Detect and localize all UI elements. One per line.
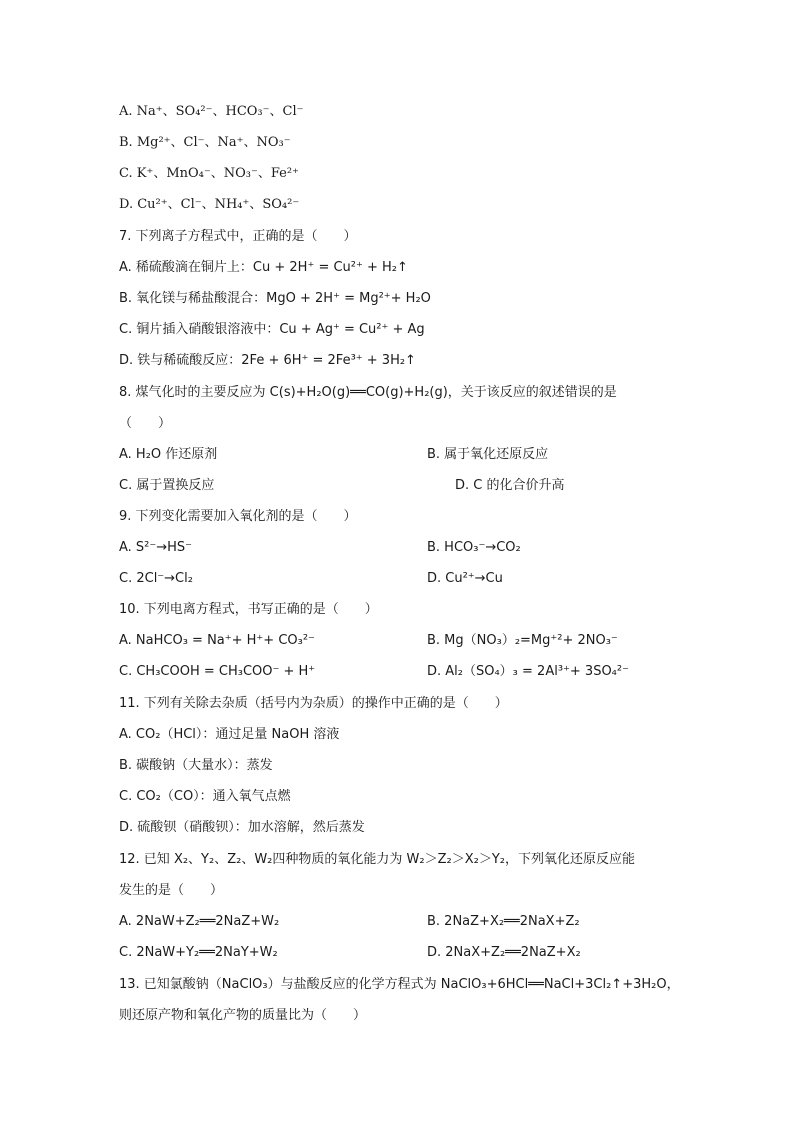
q11-stem: 11. 下列有关除去杂质（括号内为杂质）的操作中正确的是（ ） xyxy=(119,696,508,711)
q13-stem-cont: 则还原产物和氧化产物的质量比为（ ） xyxy=(119,1008,367,1023)
q12-stem: 12. 已知 X₂、Y₂、Z₂、W₂四种物质的氧化能力为 W₂＞Z₂＞X₂＞Y₂，下列氧化还原反应能 xyxy=(119,852,635,867)
q9-stem: 9. 下列变化需要加入氧化剂的是（ ） xyxy=(119,509,357,524)
q11-option-b: B. 碳酸钠（大量水）：蒸发 xyxy=(119,758,273,773)
q6-option-c: C. K⁺、MnO₄⁻、NO₃⁻、Fe²⁺ xyxy=(119,166,299,181)
q9-option-a: A. S²⁻→HS⁻ xyxy=(119,540,193,555)
q8-option-c: C. 属于置换反应 xyxy=(119,478,215,493)
q12-option-a: A. 2NaW+Z₂══2NaZ+W₂ xyxy=(119,914,280,929)
q12-option-b: B. 2NaZ+X₂══2NaX+Z₂ xyxy=(427,914,580,929)
q7-option-a: A. 稀硫酸滴在铜片上：Cu + 2H⁺ = Cu²⁺ + H₂↑ xyxy=(119,260,408,275)
q9-option-d: D. Cu²⁺→Cu xyxy=(427,571,503,586)
q11-option-a: A. CO₂（HCl）：通过足量 NaOH 溶液 xyxy=(119,727,340,742)
q9-options-cd xyxy=(119,569,679,589)
q11-option-c: C. CO₂（CO）：通入氧气点燃 xyxy=(119,789,291,804)
q8-option-d: D. C 的化合价升高 xyxy=(455,478,565,493)
q12-option-c: C. 2NaW+Y₂══2NaY+W₂ xyxy=(119,945,278,960)
q6-option-d: D. Cu²⁺、Cl⁻、NH₄⁺、SO₄²⁻ xyxy=(119,197,300,212)
q10-option-b: B. Mg（NO₃）₂=Mg⁺²+ 2NO₃⁻ xyxy=(427,633,618,648)
q7-option-d: D. 铁与稀硫酸反应：2Fe + 6H⁺ = 2Fe³⁺ + 3H₂↑ xyxy=(119,353,416,368)
q8-stem: 8. 煤气化时的主要反应为 C(s)+H₂O(g)══CO(g)+H₂(g)，关于该反应的叙述错误的是 xyxy=(119,385,617,400)
q6-option-b: B. Mg²⁺、Cl⁻、Na⁺、NO₃⁻ xyxy=(119,135,291,150)
q7-option-c: C. 铜片插入硝酸银溶液中：Cu + Ag⁺ = Cu²⁺ + Ag xyxy=(119,322,425,337)
q8-option-b: B. 属于氧化还原反应 xyxy=(427,447,549,462)
q10-options-ab xyxy=(119,631,679,651)
q6-option-a: A. Na⁺、SO₄²⁻、HCO₃⁻、Cl⁻ xyxy=(119,104,304,119)
q8-options-cd xyxy=(119,476,679,496)
q13-stem: 13. 已知氯酸钠（NaClO₃）与盐酸反应的化学方程式为 NaClO₃+6HCl══NaCl+3Cl₂↑+3H₂O， xyxy=(119,977,680,992)
q9-option-c: C. 2Cl⁻→Cl₂ xyxy=(119,571,193,586)
q8-paren: （ ） xyxy=(119,416,172,431)
q9-option-b: B. HCO₃⁻→CO₂ xyxy=(427,540,521,555)
q9-options-ab xyxy=(119,538,679,558)
q10-stem: 10. 下列电离方程式，书写正确的是（ ） xyxy=(119,602,378,617)
q11-option-d: D. 硫酸钡（硝酸钡）：加水溶解，然后蒸发 xyxy=(119,820,365,835)
q8-option-a: A. H₂O 作还原剂 xyxy=(119,447,218,462)
q12-options-cd xyxy=(119,943,679,963)
q7-stem: 7. 下列离子方程式中，正确的是（ ） xyxy=(119,229,357,244)
q8-options-ab xyxy=(119,445,679,465)
q7-option-b: B. 氧化镁与稀盐酸混合：MgO + 2H⁺ = Mg²⁺+ H₂O xyxy=(119,291,431,306)
q10-option-c: C. CH₃COOH = CH₃COO⁻ + H⁺ xyxy=(119,664,316,679)
q12-option-d: D. 2NaX+Z₂══2NaZ+X₂ xyxy=(427,945,581,960)
q12-options-ab xyxy=(119,912,679,932)
q12-stem-cont: 发生的是（ ） xyxy=(119,883,224,898)
q10-option-a: A. NaHCO₃ = Na⁺+ H⁺+ CO₃²⁻ xyxy=(119,633,315,648)
q10-options-cd xyxy=(119,662,679,682)
q10-option-d: D. Al₂（SO₄）₃ = 2Al³⁺+ 3SO₄²⁻ xyxy=(427,664,629,679)
